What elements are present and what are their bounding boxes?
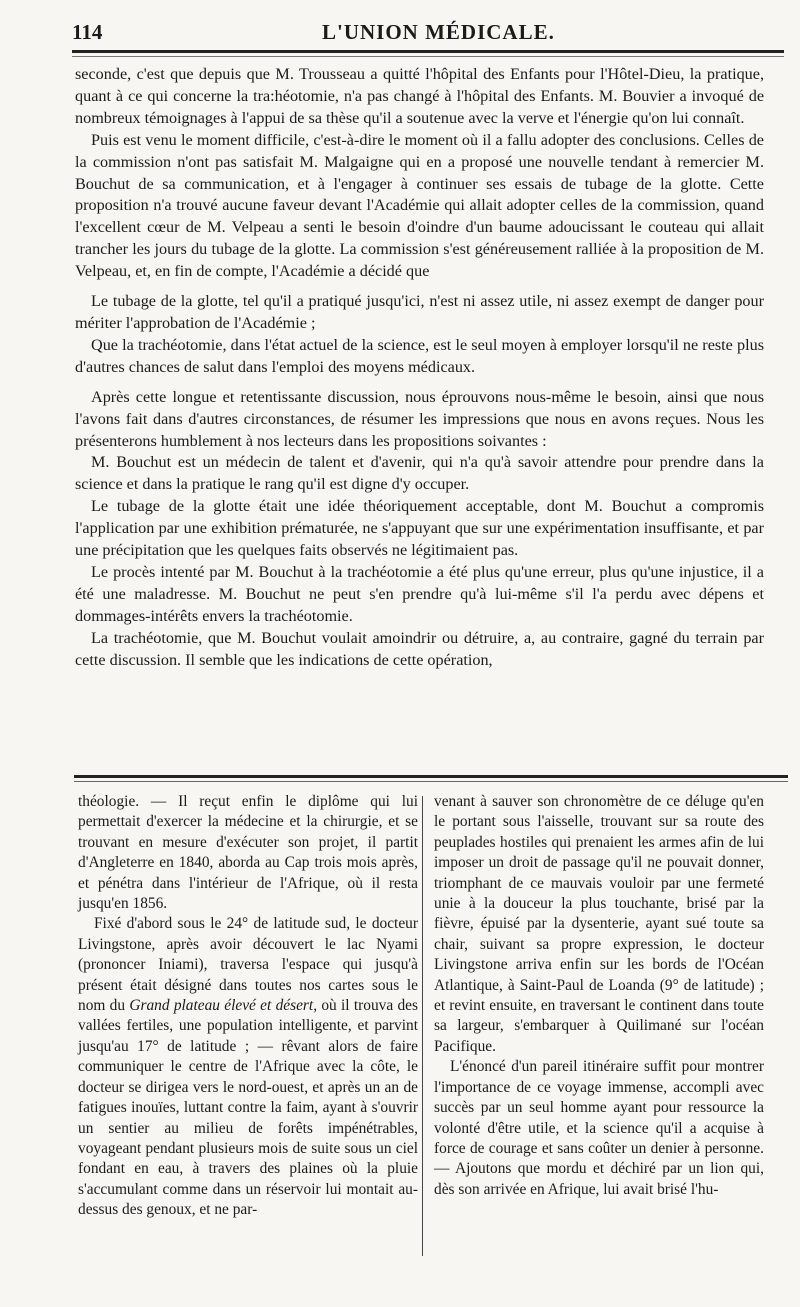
section-rule-thin — [74, 781, 788, 782]
paragraph — [78, 914, 418, 1220]
running-title: L'UNION MÉDICALE. — [322, 20, 555, 44]
paragraph: M. Bouchut est un médecin de talent et d'avenir, qui n'a qu'à savoir attendre pour prendre dans la science et dans la pratique le rang qu'il est digne d'y occuper. — [75, 453, 764, 494]
paragraph: Puis est venu le moment difficile, c'est-à-dire le moment où il a fallu adopter des conclusions. Celles de la commission n'ont pas satisfait M. Malgaigne qui en a proposé une nouvelle tendant à remercier M. Bouchut de sa communication, et à l'engager à continuer ses essais de tubage de la glotte. Cette proposition n'a trouvé aucune faveur devant l'Académie qui allait adopter celles de la commission, quand l'excellent cœur de M. Velpeau a senti le besoin d'oindre d'un baume adoucissant le couteau qui allait trancher les jours du tubage de la glotte. La commission s'est généreusement ralliée à la proposition de M. Velpeau, et, en fin de compte, l'Académie a décidé que — [75, 130, 764, 281]
header-rule — [72, 50, 784, 53]
italic-title: Grand plateau élevé et désert — [129, 997, 314, 1015]
main-article-text — [75, 64, 764, 671]
paragraph: L'énoncé d'un pareil itinéraire suffit pour montrer l'importance de ce voyage immense, accompli avec succès par un seul homme ayant pour ressource la volonté d'être utile, et la science qu'il a acquise à force de courage et sans coûter un denier à personne. — Ajoutons que mordu et déchiré par un lion qui, dès son arrivée en Afrique, lui avait brisé l'hu- — [434, 1058, 764, 1198]
paragraph: Après cette longue et retentissante discussion, nous éprouvons nous-même le besoin, ainsi que nous l'avons fait dans d'autres circonstances, de résumer les impressions que nous en avons reçues. Nous les présenterons humblement à nos lecteurs dans les propositions soivantes : — [75, 387, 764, 450]
paragraph: La trachéotomie, que M. Bouchut voulait amoindrir ou détruire, a, au contraire, gagné du terrain par cette discussion. Il semble que les indications de cette opération, — [75, 628, 764, 669]
paragraph: Le tubage de la glotte était une idée théoriquement acceptable, dont M. Bouchut a compromis l'application par une exhibition prématurée, ne s'appuyant que sur une expérimentation insuffisante, et par une précipitation que les quelques faits observés ne légitimaient pas. — [75, 497, 764, 560]
feuilleton-right-column — [434, 792, 764, 1200]
section-rule — [74, 775, 788, 778]
paragraph: Le tubage de la glotte, tel qu'il a pratiqué jusqu'ici, n'est ni assez utile, ni assez exempt de danger pour mériter l'approbation de l'Académie ; — [75, 292, 764, 332]
text-run: , où il trouva des vallées fertiles, une population intelligente, et parvint jusqu'au 17° de latitude ; — rêvant alors de faire communiquer le centre de l'Afrique avec la côte, le docteur se dirigea vers le nord-ouest, et après un an de fatigues inouïes, luttant contre la faim, ayant à s'ouvrir un sentier au milieu de forêts impénétrables, voyageant pendant plusieurs mois de suite sous un ciel fondant en eau, à travers des plaines où la pluie s'accumulant comme dans un réservoir lui montait au-dessus des genoux, et ne par- — [78, 997, 418, 1219]
page-number: 114 — [72, 20, 103, 44]
paragraph: Le procès intenté par M. Bouchut à la trachéotomie a été plus qu'une erreur, plus qu'une injustice, il a été une maladresse. M. Bouchut ne peut s'en prendre qu'à lui-même s'il l'a perdu avec dépens et dommages-intérêts envers la trachéotomie. — [75, 562, 764, 625]
paragraph: venant à sauver son chronomètre de ce déluge qu'en le portant sous l'aisselle, trouvant sur sa route des peuplades hostiles qui prenaient les armes afin de lui imposer un droit de passage qu'il ne pouvait donner, triomphant de ce mauvais vouloir par une fermeté unie à la douceur la plus touchante, brisé par la fièvre, épuisé par la dysenterie, ayant sué toute sa chair, suivant sa propre expression, le docteur Livingstone arriva enfin sur les bords de l'Océan Atlantique, à Saint-Paul de Loanda (9° de latitude) ; et revint ensuite, en traversant le continent dans toute sa largeur, s'embarquer à Quilimané sur l'océan Pacifique. — [434, 793, 764, 1055]
paragraph: seconde, c'est que depuis que M. Trousseau a quitté l'hôpital des Enfants pour l'Hôtel-Dieu, la pratique, quant à ce qui concerne la tra:héotomie, n'a pas changé à l'hôpital des Enfants. M. Bouvier a invoqué de nombreux témoignages à l'appui de sa thèse qu'il a soutenue avec la verve et l'énergie qu'on lui connaît. — [75, 65, 764, 127]
feuilleton-left-column — [78, 792, 418, 1221]
header-rule-thin — [72, 56, 784, 57]
paragraph: Que la trachéotomie, dans l'état actuel de la science, est le seul moyen à employer lorsqu'il ne reste plus d'autres chances de salut dans l'emploi des moyens médicaux. — [75, 335, 764, 376]
column-divider — [422, 796, 423, 1256]
paragraph: théologie. — Il reçut enfin le diplôme qui lui permettait d'exercer la médecine et la chirurgie, et se trouvant en mesure d'exécuter son projet, il partit d'Angleterre en 1840, aborda au Cap trois mois après, et pénétra dans l'intérieur de l'Afrique, où il resta jusqu'en 1856. — [78, 793, 418, 913]
text-run: Fixé d'abord sous le 24° de latitude sud, le docteur Livingstone, après avoir découvert le lac Nyami (prononcer Iniami), traversa l'espace qui jusqu'à présent était désigné dans toutes nos cartes sous le nom du — [78, 915, 418, 1015]
